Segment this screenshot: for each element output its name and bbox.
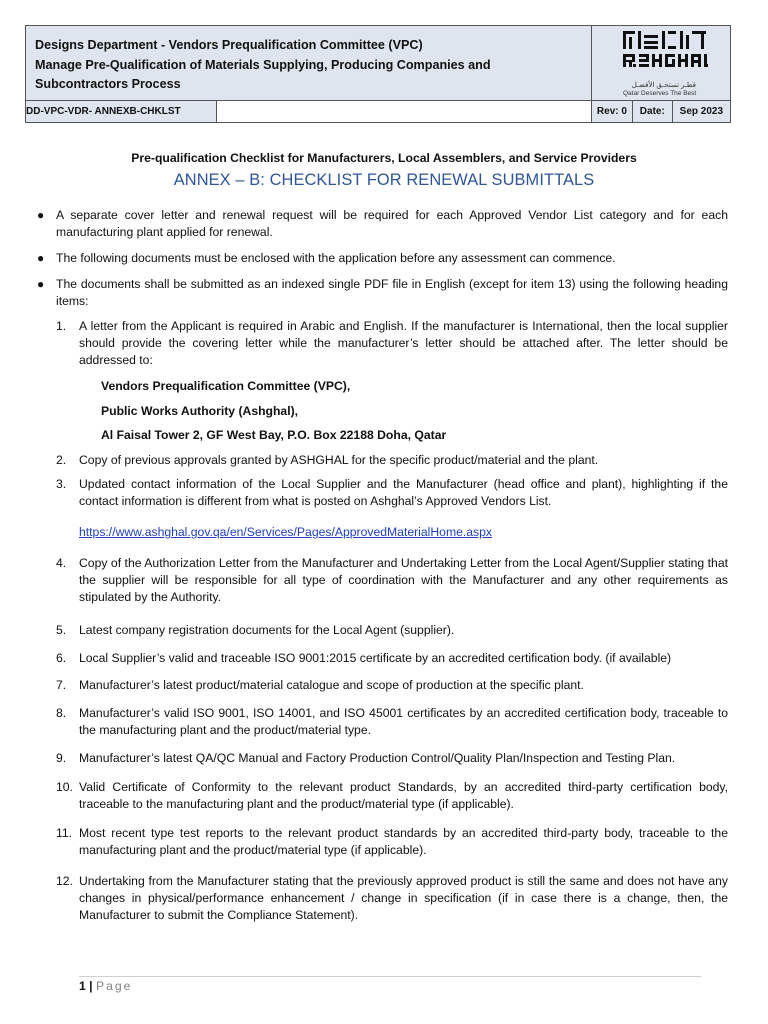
header-line-2: Manage Pre-Qualification of Materials Supplying, Producing Companies and: [35, 57, 491, 72]
list-item: Updated contact information of the Local Supplier and the Manufacturer (head office and plant), highlighting if the contact information is different from what is posted on Ashghal’s Approved Vendors List.: [79, 477, 728, 508]
bullet-icon: ●: [37, 208, 45, 222]
list-item: Manufacturer’s valid ISO 9001, ISO 14001, and ISO 45001 certificates by an accredited certification body, traceable to the manufacturing plant and the product/material type.: [79, 706, 728, 737]
item-number: 12.: [56, 874, 73, 888]
list-item: A letter from the Applicant is required in Arabic and English. If the manufacturer is International, then the local supplier should provide the covering letter while the manufacturer’s letter should be attached after. The letter should be addressed to:: [79, 319, 728, 367]
item-number: 9.: [56, 751, 67, 765]
doc-code-cell: DD-VPC-VDR- ANNEXB-CHKLST: [26, 101, 217, 123]
footer-divider: [79, 976, 701, 977]
approved-vendors-link[interactable]: https://www.ashghal.gov.qa/en/Services/Pages/ApprovedMaterialHome.aspx: [79, 525, 493, 539]
item-number: 2.: [56, 453, 67, 467]
address-line-2: Public Works Authority (Ashghal),: [101, 404, 299, 418]
logo-arabic-tagline: قطـر تستحـق الأفضـل: [631, 82, 696, 89]
list-item: Latest company registration documents for the Local Agent (supplier).: [79, 623, 455, 637]
header-line-3: Subcontractors Process: [35, 77, 181, 91]
checklist-subtitle: Pre-qualification Checklist for Manufacturers, Local Assemblers, and Service Providers: [131, 151, 637, 165]
blank-cell: [217, 101, 592, 123]
header-title-cell: [26, 26, 592, 101]
list-item: Copy of the Authorization Letter from the Manufacturer and Undertaking Letter from the Local Agent/Supplier stating that the supplier will be responsible for all type of coordination with the Manufacturer and any other requirements as stipulated by the Authority.: [79, 556, 728, 604]
logo-english-tagline: Qatar Deserves The Best: [623, 90, 697, 97]
page-footer: [79, 979, 132, 993]
ashghal-logo-icon: [622, 29, 708, 79]
header-line-1: Designs Department - Vendors Prequalification Committee (VPC): [35, 38, 423, 52]
item-number: 7.: [56, 678, 67, 692]
date-value-cell: Sep 2023: [672, 101, 730, 123]
item-number: 11.: [56, 826, 73, 840]
item-number: 8.: [56, 706, 67, 720]
item-number: 6.: [56, 651, 67, 665]
annex-title: ANNEX – B: CHECKLIST FOR RENEWAL SUBMITTALS: [173, 171, 595, 189]
date-label-cell: Date:: [632, 101, 672, 123]
list-item: Manufacturer’s latest product/material catalogue and scope of production at the specific plant.: [79, 678, 584, 692]
page-separator: |: [89, 979, 93, 993]
bullet-icon: ●: [37, 251, 45, 265]
item-number: 10.: [56, 780, 73, 794]
address-line-1: Vendors Prequalification Committee (VPC),: [101, 379, 351, 393]
item-number: 3.: [56, 477, 67, 491]
bullet-item: A separate cover letter and renewal request will be required for each Approved Vendor List category and for each manufacturing plant applied for renewal.: [56, 208, 728, 239]
list-item: Copy of previous approvals granted by ASHGHAL for the specific product/material and the plant.: [79, 453, 599, 467]
list-item: Undertaking from the Manufacturer stating that the previously approved product is still the same and does not have any changes in physical/performance enhancement / change in specification (if in case there is a change, then, the Manufacturer to submit the Compliance Statement).: [79, 874, 728, 922]
list-item: Valid Certificate of Conformity to the relevant product Standards, by an accredited third-party certification body, traceable to the manufacturing plant and the product/material type (if applicable).: [79, 780, 728, 811]
item-number: 5.: [56, 623, 67, 637]
address-line-3: Al Faisal Tower 2, GF West Bay, P.O. Box 22188 Doha, Qatar: [101, 428, 447, 442]
list-item: Local Supplier’s valid and traceable ISO 9001:2015 certificate by an accredited certification body. (if available): [79, 651, 672, 665]
list-item: Most recent type test reports to the relevant product standards by an accredited third-party body, traceable to the manufacturing plant and the product/material type (if applicable).: [79, 826, 728, 857]
item-number: 4.: [56, 556, 67, 570]
logo-cell: [592, 26, 731, 101]
bullet-item: The following documents must be enclosed with the application before any assessment can commence.: [56, 251, 616, 265]
bullet-item: The documents shall be submitted as an indexed single PDF file in English (except for item 13) using the following heading items:: [56, 277, 728, 308]
list-item: Manufacturer’s latest QA/QC Manual and Factory Production Control/Quality Plan/Inspection and Testing Plan.: [79, 751, 676, 765]
item-number: 1.: [56, 319, 67, 333]
page-number: 1: [79, 979, 86, 993]
bullet-icon: ●: [37, 277, 45, 291]
revision-cell: Rev: 0: [592, 101, 633, 123]
document-header-table: [25, 25, 731, 123]
page-word: Page: [95, 979, 133, 993]
